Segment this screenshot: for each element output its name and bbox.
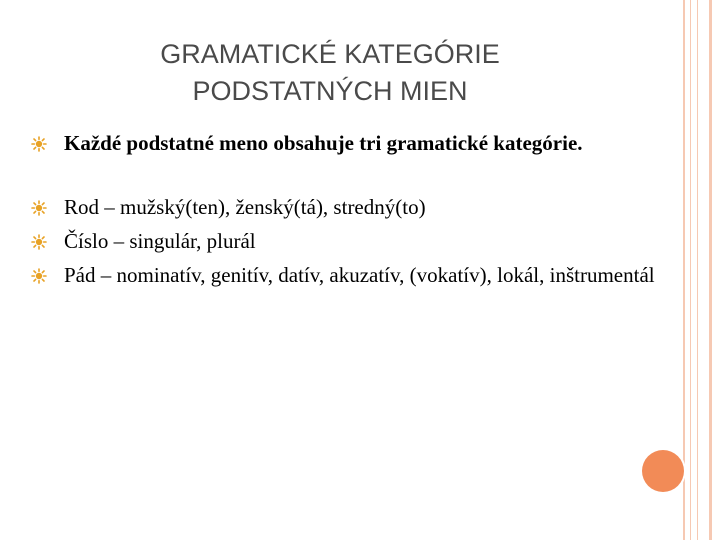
bullet-item	[30, 262, 670, 288]
sun-bullet-icon	[31, 136, 47, 152]
sun-bullet-icon	[31, 234, 47, 250]
decorative-line	[709, 0, 712, 540]
decorative-line	[690, 0, 691, 540]
bullet-item	[30, 130, 670, 156]
slide-title	[40, 36, 620, 110]
decorative-line	[697, 0, 698, 540]
decorative-line	[683, 0, 685, 540]
bullet-text: Pád – nominatív, genitív, datív, akuzatív, (vokatív), lokál, inštrumentál	[64, 263, 655, 287]
bullet-text: Rod – mužský(ten), ženský(tá), stredný(to)	[64, 195, 426, 219]
sun-bullet-icon	[31, 268, 47, 284]
bullet-text: Každé podstatné meno obsahuje tri gramatické kategórie.	[64, 131, 583, 155]
title-line-1: GRAMATICKÉ KATEGÓRIE	[160, 39, 500, 69]
bullet-text: Číslo – singulár, plurál	[64, 229, 256, 253]
sun-bullet-icon	[31, 200, 47, 216]
bullet-list	[30, 130, 670, 288]
bullet-item	[30, 228, 670, 254]
title-line-2: PODSTATNÝCH MIEN	[192, 76, 468, 106]
decorative-circle	[642, 450, 684, 492]
bullet-item	[30, 194, 670, 220]
